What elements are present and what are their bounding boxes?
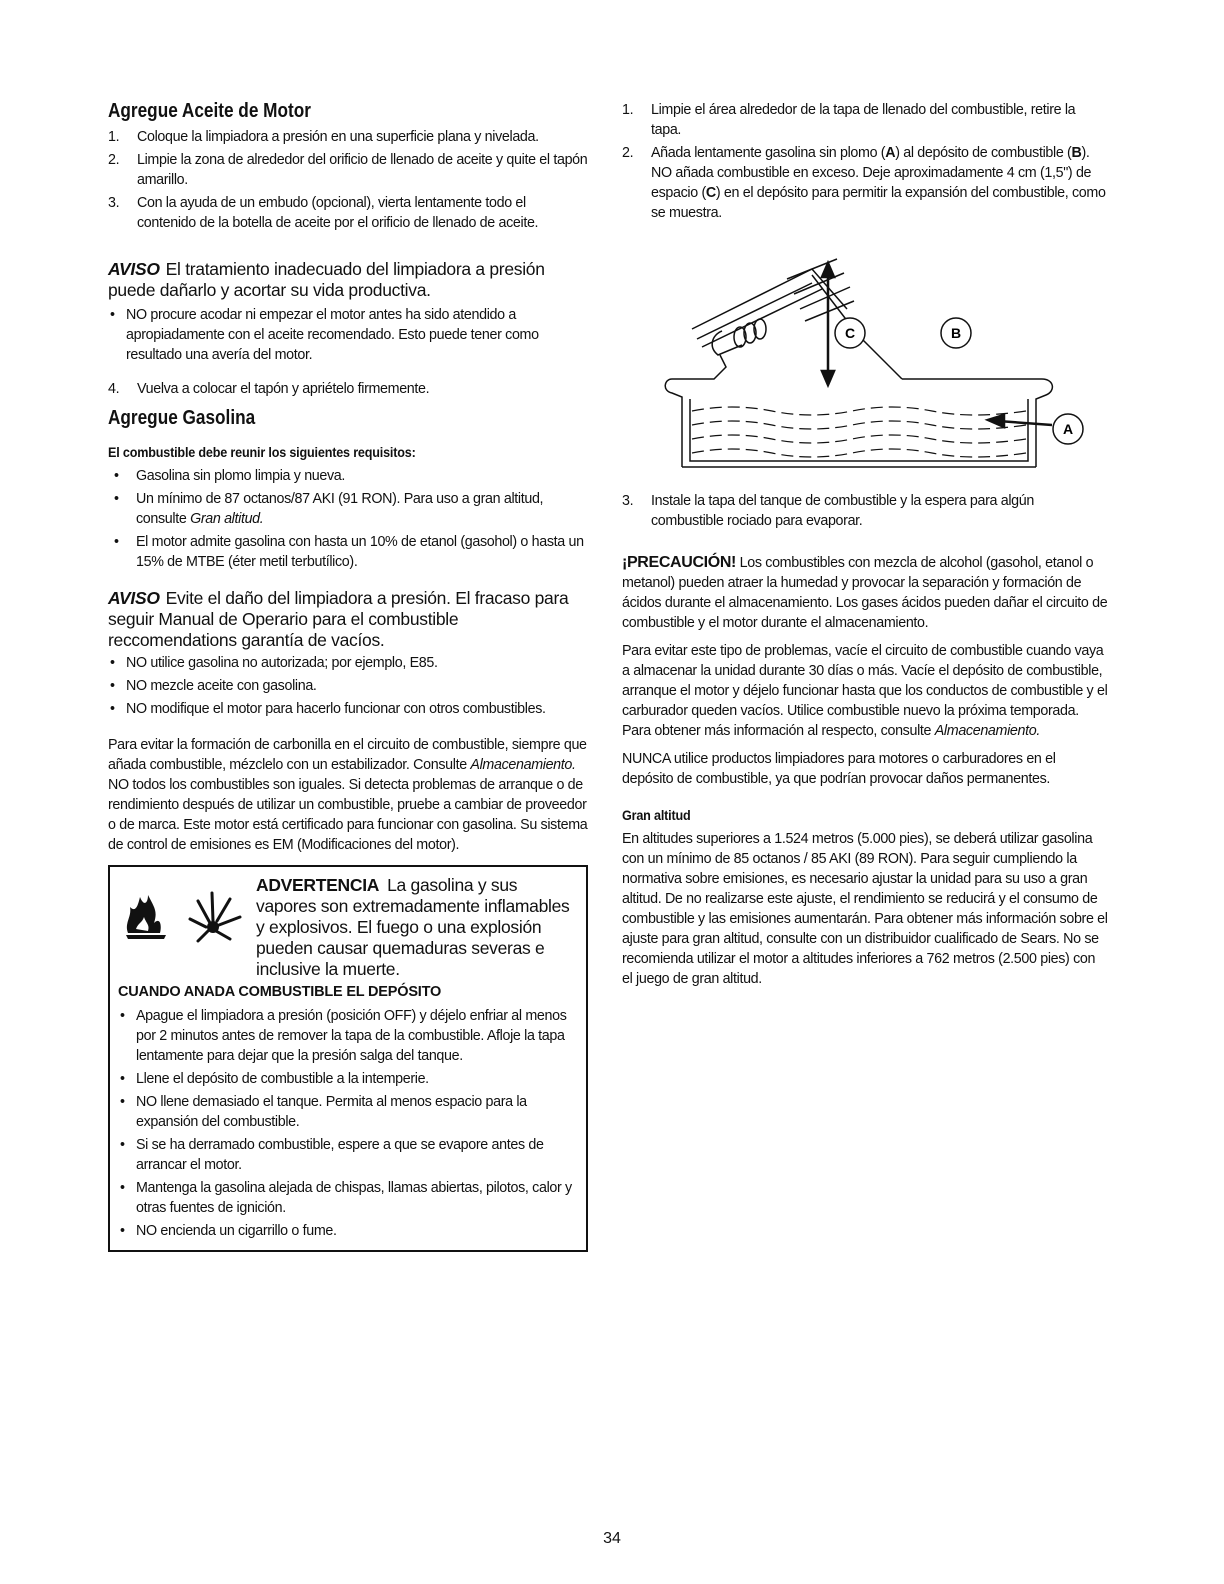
oil-step-4-list: [108, 379, 588, 399]
list-item: • Apague el limpiadora a presión (posición OFF) y déjelo enfriar al menos por 2 minutos antes de remover la tapa de la combustible. Afloje la tapa lentamente para dejar que la presión salga del tanque.: [118, 1006, 578, 1066]
callout-b-label: B: [950, 325, 962, 341]
oil-step-2: 2. Limpie la zona de alrededor del orificio de llenado de aceite y quite el tapón amarillo.: [108, 152, 588, 188]
fuel-tank-figure: [622, 239, 1108, 479]
left-column: [108, 100, 588, 1252]
aviso-keyword: AVISO: [108, 588, 160, 608]
warning-text-1: La gasolina y sus vapores son extremadamente inflamables y explosivos.: [256, 875, 570, 937]
drain-paragraph: Para evitar este tipo de problemas, vacíe el circuito de combustible cuando vaya a almacenar la unidad durante 30 días o más. Vacíe el depósito de combustible, arranque el motor y déjelo funcionar hasta que los conductos de combustible y el carburador queden vacíos. Utilice combustible nuevo la próxima temporada. Para obtener más información al respecto, consulte Almacenamiento.: [622, 643, 1108, 739]
gas-aviso: [108, 588, 588, 651]
list-item: • Si se ha derramado combustible, espere a que se evapore antes de arrancar el motor.: [118, 1135, 578, 1175]
warning-text-2: El fuego o una explosión pueden causar quemaduras severas e inclusive la muerte.: [256, 917, 545, 979]
list-item: • NO llene demasiado el tanque. Permita al menos espacio para la expansión del combustible.: [118, 1092, 578, 1132]
list-item: • Llene el depósito de combustible a la intemperie.: [118, 1069, 578, 1089]
never-paragraph: NUNCA utilice productos limpiadores para motores o carburadores en el depósito de combustible, ya que podrían provocar daños permanentes.: [622, 751, 1056, 787]
fuel-steps: [622, 100, 1108, 223]
warning-subtitle: CUANDO ANADA COMBUSTIBLE EL DEPÓSITO: [118, 984, 442, 1000]
caution-paragraph: ¡PRECAUCIÓN! Los combustibles con mezcla de alcohol (gasohol, etanol o metanol) pueden atraer la humedad y provocar la separación y formación de ácidos durante el almacenamiento. Los gases ácidos pueden dañar el circuito de combustible y el motor durante el almacenamiento.: [622, 554, 1108, 631]
caution-keyword: ¡PRECAUCIÓN!: [622, 554, 737, 571]
fuel-step-1: 1. Limpie el área alrededor de la tapa de llenado del combustible, retire la tapa.: [622, 102, 1076, 138]
gas-aviso-bullets: [108, 653, 588, 719]
oil-step-4: 4. Vuelva a colocar el tapón y apriételo firmemente.: [108, 381, 430, 397]
altitude-paragraph: En altitudes superiores a 1.524 metros (5.000 pies), se deberá utilizar gasolina con un mínimo de 85 octanos / 85 AKI (89 RON). Para seguir cumpliendo la normativa sobre emisiones, es necesario ajustar la unidad para su uso a gran altitud. De no realizarse este ajuste, el rendimiento se reducirá y el consumo de combustible y las emisiones aumentarán. Para obtener más información sobre el ajuste para gran altitud, consulte con un distribuidor cualificado de Sears. No se recomienda utilizar el motor a altitudes inferiores a 762 metros (2.500 pies) con el juego de gran altitud.: [622, 831, 1108, 987]
fuel-step-3: 3. Instale la tapa del tanque de combustible y la espera para algún combustible rociado para evaporar.: [622, 493, 1034, 529]
callout-c-label: C: [844, 325, 856, 341]
list-item: • Un mínimo de 87 octanos/87 AKI (91 RON). Para uso a gran altitud, consulte Gran altitud.: [108, 489, 588, 529]
requirements-title: El combustible debe reunir los siguientes requisitos:: [108, 444, 416, 460]
explosion-fire-icon: [118, 877, 248, 947]
list-item: • NO utilice gasolina no autorizada; por ejemplo, E85.: [108, 653, 588, 673]
oil-aviso: [108, 259, 588, 301]
oil-step-1: 1. Coloque la limpiadora a presión en una superficie plana y nivelada.: [108, 129, 539, 145]
warning-box: [108, 865, 588, 1252]
oil-heading: Agregue Aceite de Motor: [108, 100, 311, 122]
list-item: • Gasolina sin plomo limpia y nueva.: [108, 466, 588, 486]
fuel-tank-diagram: [622, 239, 1108, 479]
requirements-list: [108, 466, 588, 572]
right-column: [622, 100, 1108, 989]
fuel-step-2: 2. Añada lentamente gasolina sin plomo (A) al depósito de combustible (B). NO añada combustible en exceso. Deje aproximadamente 4 cm (1,5") de espacio (C) en el depósito para permitir la expansión del combustible, como se muestra.: [622, 145, 1106, 221]
list-item: • El motor admite gasolina con hasta un 10% de etanol (gasohol) o hasta un 15% de MTBE (éter metil terbutílico).: [108, 532, 588, 572]
aviso-text: Evite el daño del limpiadora a presión. El fracaso para seguir Manual de Operario para el combustible reccomendations garantía de vacíos.: [108, 588, 569, 650]
list-item: • NO procure acodar ni empezar el motor antes ha sido atendido a apropiadamente con el aceite recomendado. Esto puede tener como resultado una avería del motor.: [108, 305, 588, 365]
list-item: • NO mezcle aceite con gasolina.: [108, 676, 588, 696]
warning-keyword: ADVERTENCIA: [256, 875, 380, 895]
oil-aviso-bullets: [108, 305, 588, 365]
gas-heading: Agregue Gasolina: [108, 407, 256, 429]
fuel-step-3-list: [622, 491, 1108, 531]
list-item: • Mantenga la gasolina alejada de chispas, llamas abiertas, pilotos, calor y otras fuentes de ignición.: [118, 1178, 578, 1218]
aviso-text: El tratamiento inadecuado del limpiadora a presión puede dañarlo y acortar su vida productiva.: [108, 259, 545, 300]
callout-a-label: A: [1062, 421, 1074, 437]
page-number: 34: [603, 1530, 621, 1547]
aviso-keyword: AVISO: [108, 259, 160, 279]
warning-icons: [118, 875, 256, 980]
list-item: • NO encienda un cigarrillo o fume.: [118, 1221, 578, 1241]
oil-steps: [108, 127, 588, 233]
stabilizer-paragraph: Para evitar la formación de carbonilla en el circuito de combustible, siempre que añada combustible, mézclelo con un estabilizador. Consulte Almacenamiento. NO todos los combustibles son iguales. Si detecta problemas de arranque o de rendimiento después de utilizar un combustible, pruebe a cambiar de proveedor o de marca. Este motor está certificado para funcionar con gasolina. Su sistema de control de emisiones es EM (Modificaciones del motor).: [108, 737, 588, 853]
list-item: • NO modifique el motor para hacerlo funcionar con otros combustibles.: [108, 699, 588, 719]
warning-bullets: [118, 1006, 578, 1241]
altitude-title: Gran altitud: [622, 807, 691, 823]
oil-step-3: 3. Con la ayuda de un embudo (opcional), vierta lentamente todo el contenido de la botella de aceite por el orificio de llenado de aceite.: [108, 195, 539, 231]
